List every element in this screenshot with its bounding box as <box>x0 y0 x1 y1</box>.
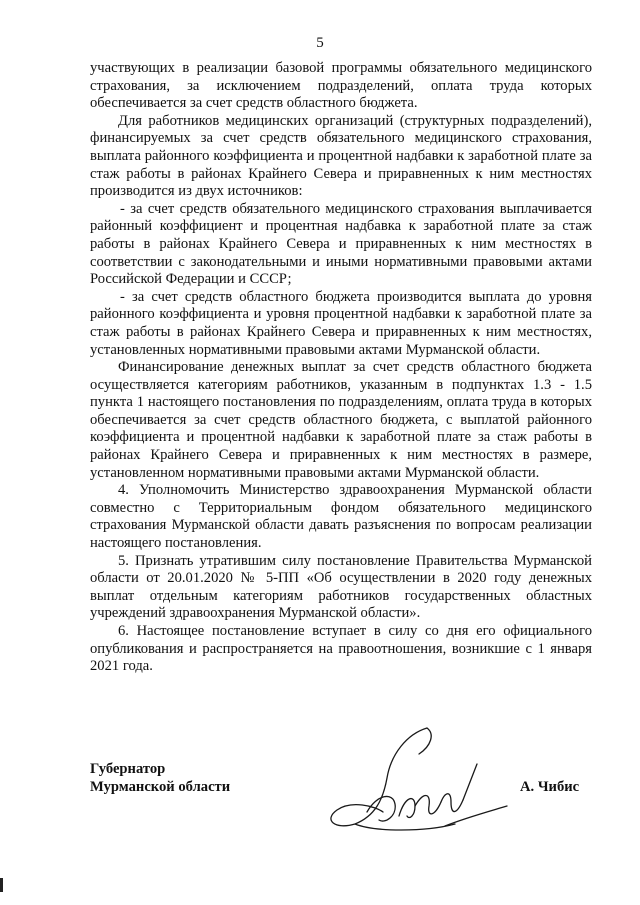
handwritten-signature <box>315 720 515 850</box>
signature-block <box>90 760 592 850</box>
paragraph-item-6: 6. Настоящее постановление вступает в силу со дня его официального опубликования и распространяется на правоотношения, возникшие с 1 января 2021 года. <box>90 623 592 675</box>
paragraph-funding-sources: Для работников медицинских организаций (структурных подразделений), финансируемых за счет средств обязательного медицинского страхования, выплата районного коэффициента и процентной надбавки к заработной плате за стаж работы в районах Крайнего Севера и приравненных к ним местностях производится из двух источников: <box>90 112 592 200</box>
scan-edge-mark <box>0 878 3 892</box>
governor-title-line2: Мурманской области <box>90 779 231 795</box>
page-number: 5 <box>316 35 324 51</box>
document-body <box>90 60 592 676</box>
governor-name: А. Чибис <box>520 779 580 795</box>
paragraph-continuation: участвующих в реализации базовой программы обязательного медицинского страхования, за исключением подразделений, оплата труда которых обеспечивается за счет средств областного бюджета. <box>90 60 592 112</box>
paragraph-oms-funding: - за счет средств обязательного медицинского страхования выплачивается районный коэффициент и процентная надбавка к заработной плате за стаж работы в районах Крайнего Севера и приравненных к ним местностях в соответствии с законодательными и иными нормативными правовыми актами Российской Федерации и СССР; <box>90 200 592 288</box>
paragraph-item-4: 4. Уполномочить Министерство здравоохранения Мурманской области совместно с Территориальным фондом обязательного медицинского страхования Мурманской области давать разъяснения по вопросам реализации настоящего постановления. <box>90 482 592 552</box>
paragraph-budget-financing: Финансирование денежных выплат за счет средств областного бюджета осуществляется категориям работников, указанным в подпунктах 1.3 - 1.5 пункта 1 настоящего постановления по подразделениям, оплата труда в которых обеспечивается за счет средств областного бюджета, с выплатой районного коэффициента и процентной надбавки к заработной плате за стаж работы в районах Крайнего Севера и приравненных к ним местностях в размере, установленном нормативными правовыми актами Мурманской области. <box>90 359 592 481</box>
paragraph-item-5: 5. Признать утратившим силу постановление Правительства Мурманской области от 20.01.2020 № 5-ПП «Об осуществлении в 2020 году денежных выплат отдельным категориям работников государственных областных учреждений здравоохранения Мурманской области». <box>90 552 592 622</box>
governor-title <box>90 760 230 796</box>
paragraph-regional-funding: - за счет средств областного бюджета производится выплата до уровня районного коэффициента и уровня процентной надбавки к заработной плате за стаж работы в районах Крайнего Севера и приравненных к ним местностях, установленных нормативными правовыми актами Мурманской области. <box>90 288 592 358</box>
governor-title-line1: Губернатор <box>90 761 166 777</box>
